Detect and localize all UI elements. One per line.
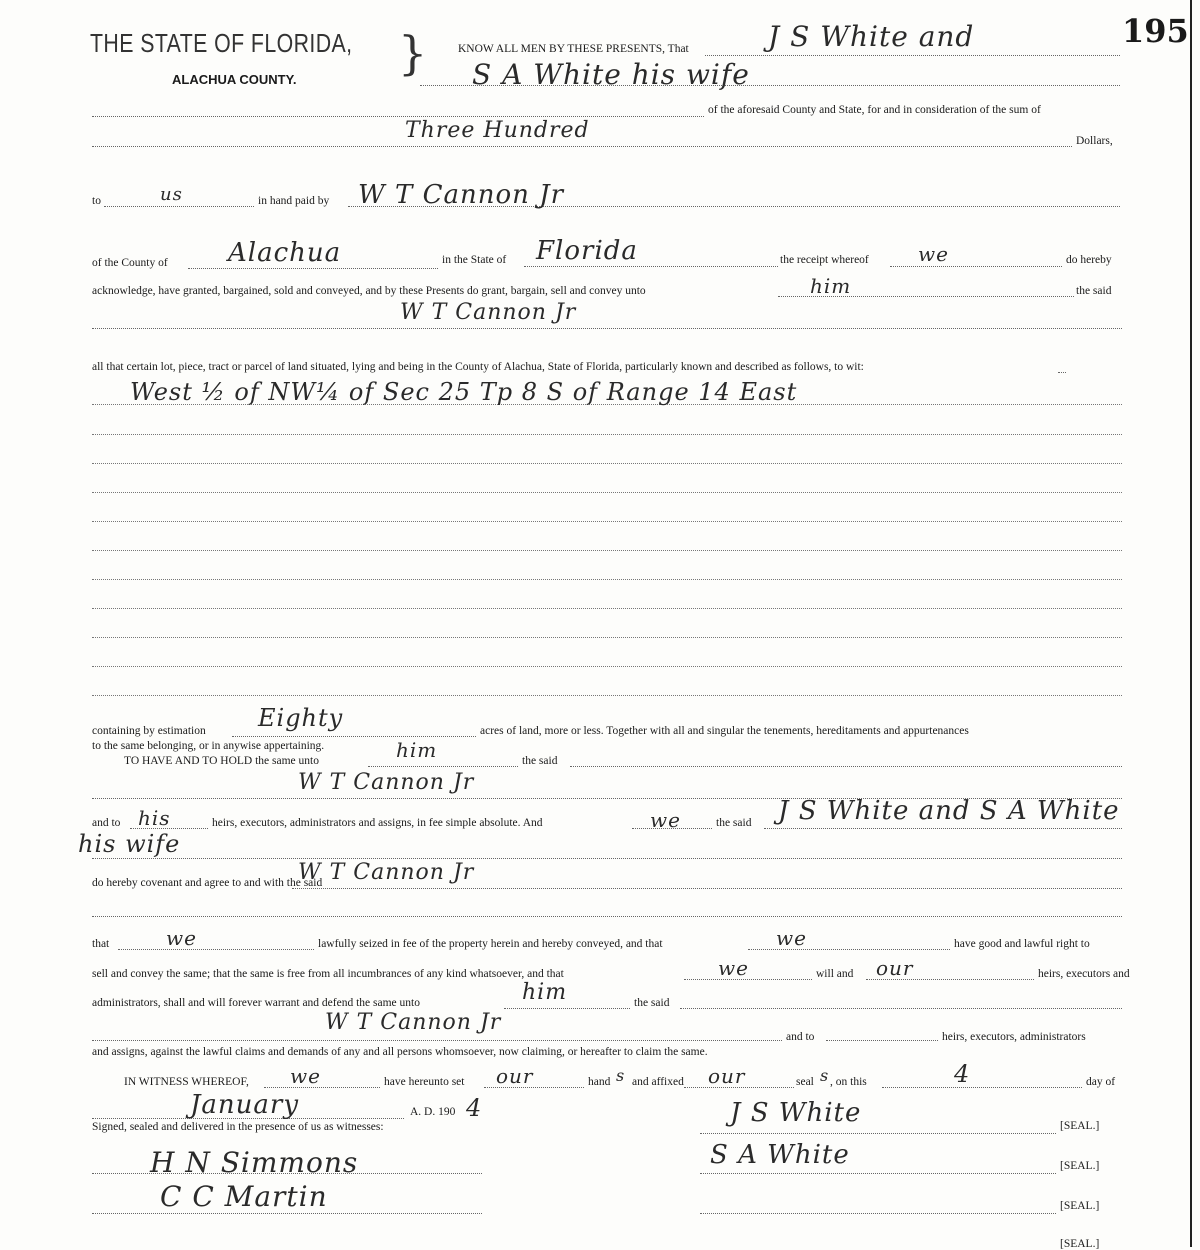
- acres-text: acres of land, more or less. Together with all and singular the tenements, hereditaments and appurtenances: [480, 725, 969, 737]
- heirs-exec-2-text: heirs, executors and: [1038, 968, 1130, 980]
- hw-month: January: [190, 1090, 300, 1120]
- seal-text: seal: [796, 1076, 814, 1088]
- hw-will-and-whose: our: [876, 956, 914, 980]
- sell-convey-text: sell and convey the same; that the same is free from all incumbrances of any kind whatsoever, and that: [92, 968, 564, 980]
- hw-state: Florida: [536, 236, 638, 266]
- hw-grantee-3: W T Cannon Jr: [325, 1010, 502, 1035]
- hw-and-to: his: [138, 806, 171, 830]
- hw-to-whom: us: [160, 184, 183, 205]
- fill-line: [1058, 372, 1066, 373]
- fill-line: [92, 1040, 782, 1041]
- lawfully-text: lawfully seized in fee of the property herein and hereby conveyed, and that: [318, 938, 663, 950]
- blank-line: [92, 492, 1122, 493]
- blank-line: [92, 637, 1122, 638]
- fill-line: [890, 266, 1062, 267]
- the-said-3-text: the said: [716, 817, 752, 829]
- state-title: THE STATE OF FLORIDA,: [90, 28, 353, 58]
- county-title: ALACHUA COUNTY.: [172, 72, 297, 87]
- hw-grantee-2: W T Cannon Jr: [298, 770, 475, 795]
- hw-that-who: we: [166, 926, 197, 950]
- have-hereunto-text: have hereunto set: [384, 1076, 465, 1088]
- fill-line: [92, 1173, 482, 1174]
- page-edge-line: [1190, 0, 1192, 1247]
- blank-line: [92, 463, 1122, 464]
- seal-mark-3: [SEAL.]: [1060, 1200, 1100, 1212]
- the-said-text: the said: [1076, 285, 1112, 297]
- fill-line: [92, 116, 704, 117]
- hw-description: West ½ of NW¼ of Sec 25 Tp 8 S of Range 14 East: [130, 378, 798, 406]
- hw-witness-1: H N Simmons: [150, 1146, 359, 1179]
- do-hereby-text: do hereby: [1066, 254, 1112, 266]
- and-to-text: and to: [92, 817, 121, 829]
- hw-paid-by: W T Cannon Jr: [358, 180, 564, 210]
- hw-covenant-with: W T Cannon Jr: [298, 860, 475, 885]
- hw-defend-unto: him: [522, 980, 568, 1005]
- and-affixed-text: and affixed: [632, 1076, 684, 1088]
- know-all-text: KNOW ALL MEN BY THESE PRESENTS, That: [458, 43, 689, 55]
- of-county-text: of the County of: [92, 257, 168, 269]
- hw-witness-who: we: [290, 1064, 321, 1088]
- fill-line: [700, 1173, 1056, 1174]
- hw-witness-2: C C Martin: [160, 1180, 328, 1213]
- hw-grantor-2: S A White his wife: [472, 58, 750, 91]
- hand-text: hand: [588, 1076, 611, 1088]
- blank-line: [92, 579, 1122, 580]
- seal-mark-2: [SEAL.]: [1060, 1160, 1100, 1172]
- and-to-2-text: and to: [786, 1031, 815, 1043]
- fill-line: [680, 1008, 1122, 1009]
- acknowledge-text: acknowledge, have granted, bargained, sold and conveyed, and by these Presents do grant, bargain, sell and convey unto: [92, 285, 646, 297]
- fill-line: [368, 766, 518, 767]
- blank-line: [92, 434, 1122, 435]
- the-said-4-text: the said: [634, 997, 670, 1009]
- hw-set-whose: our: [496, 1064, 534, 1088]
- signed-sealed-text: Signed, sealed and delivered in the presence of us as witnesses:: [92, 1121, 384, 1133]
- fill-line: [92, 858, 1122, 859]
- hw-and-that-who: we: [776, 926, 807, 950]
- blank-line: [92, 550, 1122, 551]
- hw-amount: Three Hundred: [405, 118, 590, 143]
- that-text: that: [92, 938, 110, 950]
- brace-mark: }: [398, 26, 428, 80]
- to-text: to: [92, 195, 101, 207]
- will-and-text: will and: [816, 968, 854, 980]
- fill-line: [188, 268, 438, 269]
- fill-line: [92, 1213, 482, 1214]
- hw-acres: Eighty: [258, 704, 344, 732]
- fill-line: [504, 1008, 630, 1009]
- heirs-exec-3-text: heirs, executors, administrators: [942, 1031, 1086, 1043]
- seal-mark-1: [SEAL.]: [1060, 1120, 1100, 1132]
- fill-line: [882, 1087, 1082, 1088]
- fill-line: [92, 328, 1122, 329]
- seal-mark-4: [SEAL.]: [1060, 1238, 1100, 1250]
- day-of-text: day of: [1086, 1076, 1116, 1088]
- hw-receipt-whereof: we: [918, 242, 949, 266]
- hw-that-who-2: we: [718, 956, 749, 980]
- hw-signature-2: S A White: [710, 1140, 850, 1170]
- fill-line: [705, 55, 1120, 56]
- in-state-text: in the State of: [442, 254, 507, 266]
- assigns-against-text: and assigns, against the lawful claims and demands of any and all persons whomsoever, now claiming, or hereafter to claim the same.: [92, 1046, 708, 1058]
- the-said-2-text: the said: [522, 755, 558, 767]
- to-have-text: TO HAVE AND TO HOLD the same unto: [124, 755, 319, 767]
- fill-line: [104, 206, 254, 207]
- fill-line: [232, 736, 476, 737]
- heirs-exec-text: heirs, executors, administrators and assigns, in fee simple absolute. And: [212, 817, 543, 829]
- page-number: 195: [1122, 12, 1189, 50]
- hw-his-wife: his wife: [78, 830, 181, 858]
- hw-and-who: we: [650, 808, 681, 832]
- dollars-text: Dollars,: [1076, 135, 1113, 147]
- blank-line: [92, 608, 1122, 609]
- fill-line: [524, 266, 778, 267]
- administrators-text: administrators, shall and will forever warrant and defend the same unto: [92, 997, 420, 1009]
- fill-line: [764, 828, 1122, 829]
- in-hand-paid-text: in hand paid by: [258, 195, 330, 207]
- blank-line: [92, 521, 1122, 522]
- hw-grantor-1: J S White and: [768, 20, 975, 53]
- hw-day: 4: [954, 1060, 971, 1088]
- fill-line: [826, 1040, 938, 1041]
- hw-unto: him: [810, 274, 852, 298]
- fill-line: [92, 916, 1122, 917]
- hw-affixed-whose: our: [708, 1064, 746, 1088]
- same-belonging-text: to the same belonging, or in anywise appertaining.: [92, 740, 325, 752]
- receipt-text: the receipt whereof: [780, 254, 869, 266]
- fill-line: [292, 888, 1122, 889]
- all-that-text: all that certain lot, piece, tract or parcel of land situated, lying and being in the County of Alachua, State of Florida, particularly known and described as follows, to wit:: [92, 361, 864, 373]
- hw-grantee: W T Cannon Jr: [400, 300, 577, 325]
- hw-county: Alachua: [228, 238, 342, 268]
- fill-line: [264, 1087, 380, 1088]
- blank-line: [92, 666, 1122, 667]
- hw-hand-s: s: [616, 1066, 626, 1085]
- hw-signature-1: J S White: [730, 1098, 862, 1128]
- fill-line: [700, 1213, 1056, 1214]
- ad-text: A. D. 190: [410, 1106, 456, 1118]
- blank-line: [92, 695, 1122, 696]
- hw-year-digit: 4: [466, 1094, 483, 1122]
- hw-grantors-full: J S White and S A White: [778, 796, 1120, 826]
- good-right-text: have good and lawful right to: [954, 938, 1090, 950]
- hw-seal-s: s: [820, 1066, 830, 1085]
- hw-have-hold-unto: him: [396, 738, 438, 762]
- covenant-text: do hereby covenant and agree to and with the said: [92, 877, 323, 889]
- fill-line: [700, 1133, 1056, 1134]
- containing-text: containing by estimation: [92, 725, 206, 737]
- on-this-text: , on this: [830, 1076, 867, 1088]
- in-witness-text: IN WITNESS WHEREOF,: [124, 1076, 249, 1088]
- fill-line: [92, 146, 1072, 147]
- fill-line: [570, 766, 1122, 767]
- aforesaid-text: of the aforesaid County and State, for and in consideration of the sum of: [708, 104, 1041, 116]
- fill-line: [118, 949, 314, 950]
